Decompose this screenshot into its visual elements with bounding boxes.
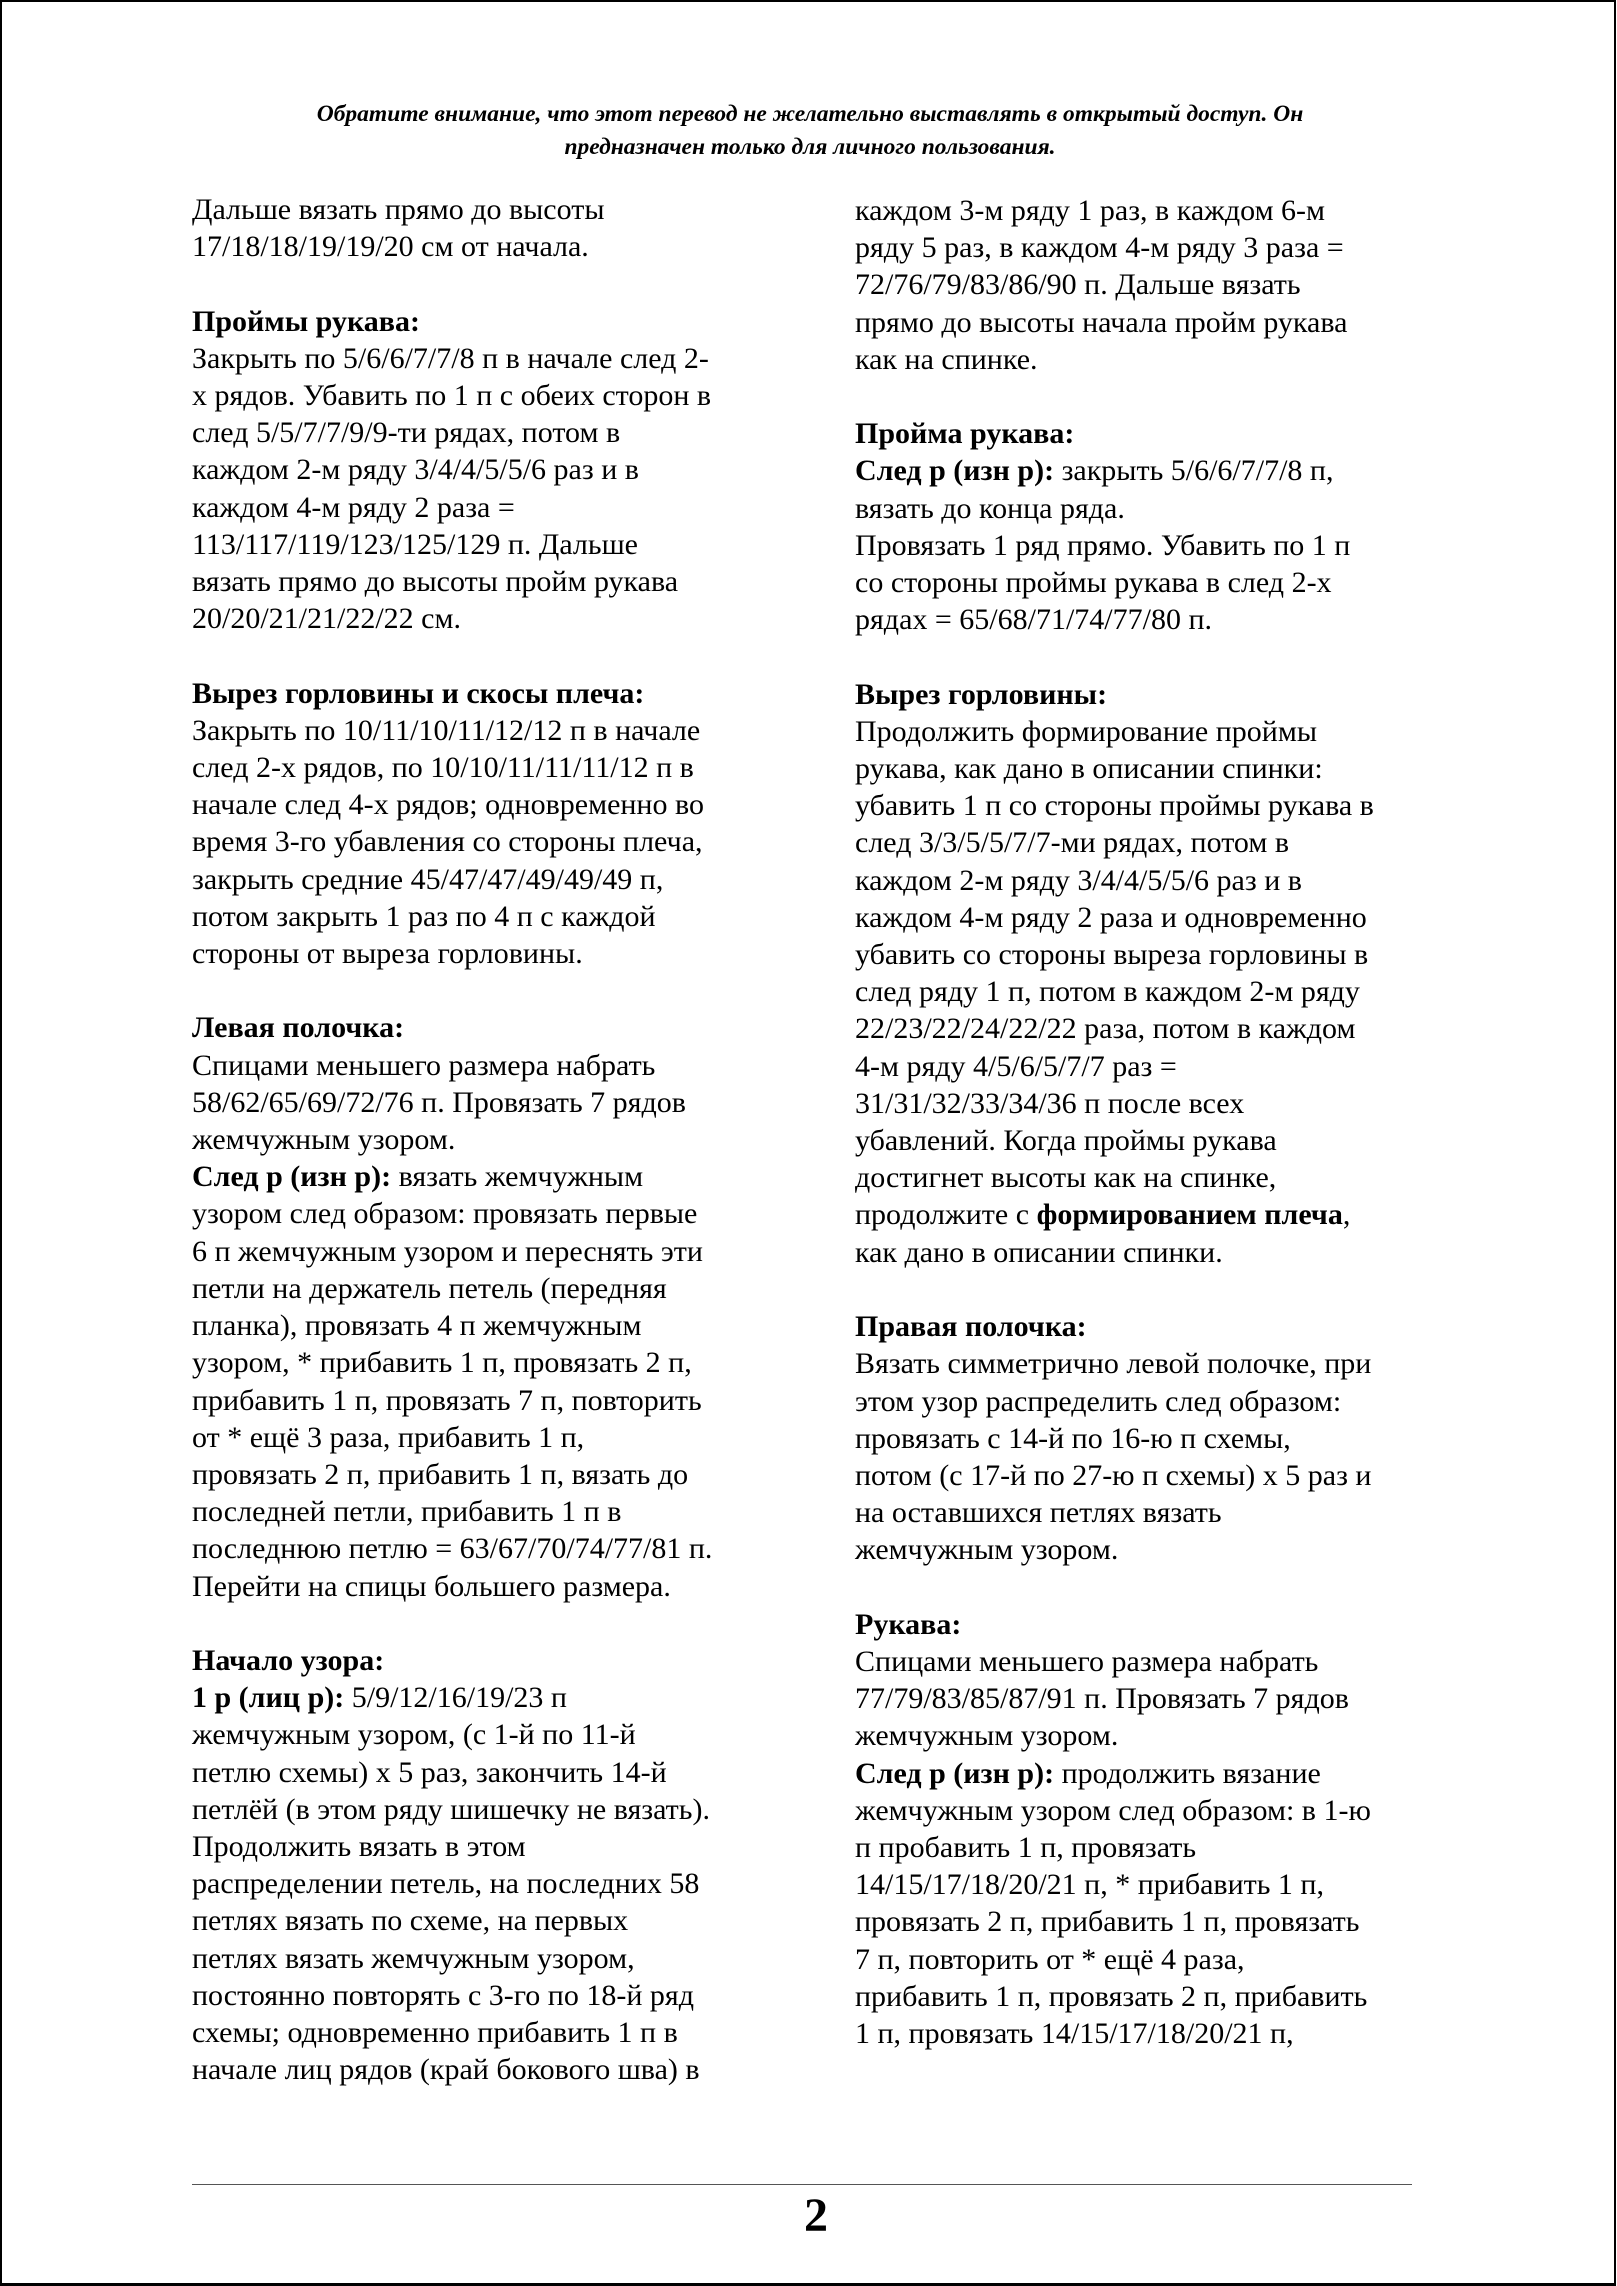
line-text: след 2-х рядов, по 10/10/11/11/11/12 п в [192, 751, 694, 785]
left-text-column [192, 191, 712, 2088]
text-line [855, 1643, 1374, 1680]
section-heading [192, 675, 712, 712]
line-text: потом (с 17-й по 27-ю п схемы) х 5 раз и [855, 1458, 1372, 1492]
text-line [192, 1977, 712, 2014]
text-line [855, 787, 1374, 824]
line-text: 5/9/12/16/19/23 п [344, 1681, 567, 1715]
text-line [192, 377, 712, 414]
text-line [855, 564, 1374, 601]
text-line [855, 341, 1374, 378]
blank-line [855, 1569, 1374, 1606]
text-line [192, 228, 712, 265]
text-line [192, 861, 712, 898]
text-line [192, 1568, 712, 1605]
text-line [855, 1866, 1374, 1903]
line-text: 7 п, повторить от * ещё 4 раза, [855, 1942, 1245, 1976]
text-line [192, 1754, 712, 1791]
line-text: со стороны проймы рукава в след 2-х [855, 566, 1332, 600]
text-line [855, 1159, 1374, 1196]
line-text: стороны от выреза горловины. [192, 937, 583, 971]
text-line [192, 1419, 712, 1456]
line-text: потом закрыть 1 раз по 4 п с каждой [192, 899, 656, 933]
text-line [192, 1865, 712, 1902]
line-text: Закрыть по 10/11/10/11/12/12 п в начале [192, 713, 701, 747]
line-text: прямо до высоты начала пройм рукава [855, 305, 1348, 339]
text-line [855, 1345, 1374, 1382]
text-line [192, 340, 712, 377]
text-line [192, 1940, 712, 1977]
line-text: как на спинке. [855, 342, 1038, 376]
text-line [855, 713, 1374, 750]
line-text: Закрыть по 5/6/6/7/7/8 п в начале след 2- [192, 341, 709, 375]
section-heading-text: Рукава: [855, 1607, 962, 1641]
section-heading [855, 1606, 1374, 1643]
emphasis-text: формированием плеча [1036, 1198, 1343, 1232]
line-text: Дальше вязать прямо до высоты [192, 193, 605, 226]
line-text: 6 п жемчужным узором и переснять эти [192, 1234, 703, 1268]
line-text: Вязать симметрично левой полочке, при [855, 1347, 1372, 1381]
line-text: прибавить 1 п, провязать 7 п, повторить [192, 1383, 702, 1417]
line-text: 72/76/79/83/86/90 п. Дальше вязать [855, 268, 1301, 302]
text-line [192, 451, 712, 488]
blank-line [192, 265, 712, 302]
notice-line-2: предназначен только для личного пользования. [564, 134, 1056, 160]
line-text: 1 п, провязать 14/15/17/18/20/21 п, [855, 2016, 1294, 2050]
line-text: провязать 2 п, прибавить 1 п, вязать до [192, 1457, 689, 1491]
blank-line [855, 1271, 1374, 1308]
text-line [855, 936, 1374, 973]
line-text: ряду 5 раз, в каждом 4-м ряду 3 раза = [855, 231, 1344, 265]
text-line [192, 1791, 712, 1828]
row-label: След р (изн р): [855, 1756, 1055, 1790]
line-text: жемчужным узором. [855, 1533, 1119, 1567]
line-text: жемчужным узором, (с 1-й по 11-й [192, 1718, 636, 1752]
line-text: 17/18/18/19/19/20 см от начала. [192, 230, 589, 264]
text-line [855, 1680, 1374, 1717]
text-line [192, 489, 712, 526]
line-text: вязать жемчужным [391, 1160, 644, 1194]
line-text: продолжите с [855, 1198, 1037, 1232]
text-line [855, 1978, 1374, 2015]
line-text: этом узор распределить след образом: [855, 1384, 1342, 1418]
line-text: последнюю петлю = 63/67/70/74/77/81 п. [192, 1532, 713, 1566]
text-line [855, 1717, 1374, 1754]
line-text: каждом 4-м ряду 2 раза = [192, 490, 515, 524]
section-heading-text: Пройма рукава: [855, 417, 1075, 451]
line-text: 22/23/22/24/22/22 раза, потом в каждом [855, 1012, 1356, 1046]
text-line [192, 1233, 712, 1270]
text-line [855, 192, 1374, 229]
text-line [192, 1456, 712, 1493]
line-text: начале след 4-х рядов; одновременно во [192, 788, 704, 822]
text-line [192, 1121, 712, 1158]
line-text: петли на держатель петель (передняя [192, 1271, 667, 1305]
line-text: вязать прямо до высоты пройм рукава [192, 565, 679, 599]
line-text: убавить 1 п со стороны проймы рукава в [855, 789, 1374, 823]
text-line [855, 824, 1374, 861]
line-text: п пробавить 1 п, провязать [855, 1830, 1197, 1864]
section-heading [192, 1009, 712, 1046]
line-text: продолжить вязание [1054, 1756, 1321, 1790]
line-text: убавить со стороны выреза горловины в [855, 938, 1369, 972]
row-label: След р (изн р): [192, 1160, 392, 1194]
text-line [855, 973, 1374, 1010]
line-text: Спицами меньшего размера набрать [855, 1644, 1319, 1678]
line-text: 14/15/17/18/20/21 п, * прибавить 1 п, [855, 1868, 1324, 1902]
line-text: след ряду 1 п, потом в каждом 2-м ряду [855, 975, 1360, 1009]
line-text: каждом 2-м ряду 3/4/4/5/5/6 раз и в [855, 863, 1302, 897]
text-line [855, 304, 1374, 341]
text-line [855, 266, 1374, 303]
text-line [855, 490, 1374, 527]
text-line [855, 1792, 1374, 1829]
line-text: начале лиц рядов (край бокового шва) в [192, 2053, 700, 2087]
line-text: жемчужным узором след образом: в 1-ю [855, 1793, 1371, 1827]
line-text: Продолжить вязать в этом [192, 1829, 526, 1863]
text-line [192, 2051, 712, 2088]
text-line [192, 1828, 712, 1865]
line-text: 77/79/83/85/87/91 п. Провязать 7 рядов [855, 1682, 1349, 1716]
text-line [192, 712, 712, 749]
text-line [855, 1010, 1374, 1047]
row-label: След р (изн р): [855, 454, 1055, 488]
text-line [192, 1382, 712, 1419]
text-line [855, 1085, 1374, 1122]
text-line [855, 1420, 1374, 1457]
text-line [855, 1122, 1374, 1159]
line-text: жемчужным узором. [855, 1719, 1119, 1753]
text-line [855, 750, 1374, 787]
blank-line [192, 1605, 712, 1642]
line-text: постоянно повторять с 3-го по 18-й ряд [192, 1978, 694, 2012]
section-heading-text: Проймы рукава: [192, 304, 420, 338]
section-heading-text: Вырез горловины и скосы плеча: [192, 676, 645, 710]
notice-line-1: Обратите внимание, что этот перевод не желательно выставлять в открытый доступ. Он [316, 101, 1304, 127]
row-label: 1 р (лиц р): [192, 1681, 345, 1715]
text-line [192, 1493, 712, 1530]
text-line [192, 1047, 712, 1084]
line-text: планка), провязать 4 п жемчужным [192, 1309, 642, 1343]
line-text: узором след образом: провязать первые [192, 1197, 698, 1231]
text-line [855, 229, 1374, 266]
text-line [855, 527, 1374, 564]
line-text: последней петли, прибавить 1 п в [192, 1495, 622, 1529]
line-text: схемы; одновременно прибавить 1 п в [192, 2015, 678, 2049]
text-line [192, 1307, 712, 1344]
text-line [192, 1344, 712, 1381]
section-heading [855, 676, 1374, 713]
section-heading-text: Вырез горловины: [855, 677, 1108, 711]
line-text: 31/31/32/33/34/36 п после всех [855, 1086, 1245, 1120]
text-line [192, 1679, 712, 1716]
line-text: след 3/3/5/5/7/7-ми рядах, потом в [855, 826, 1290, 860]
text-line [855, 1829, 1374, 1866]
line-text: вязать до конца ряда. [855, 491, 1125, 525]
line-text: от * ещё 3 раза, прибавить 1 п, [192, 1420, 585, 1454]
line-text: 58/62/65/69/72/76 п. Провязать 7 рядов [192, 1085, 686, 1119]
line-text: прибавить 1 п, провязать 2 п, прибавить [855, 1979, 1368, 2013]
line-text: Спицами меньшего размера набрать [192, 1048, 656, 1082]
line-text: время 3-го убавления со стороны плеча, [192, 825, 703, 859]
line-text: петлях вязать жемчужным узором, [192, 1941, 635, 1975]
line-text: убавлений. Когда проймы рукава [855, 1124, 1277, 1158]
line-text: , [1342, 1198, 1351, 1232]
line-text: Перейти на спицы большего размера. [192, 1569, 671, 1603]
text-line [855, 1048, 1374, 1085]
text-line [855, 1196, 1374, 1233]
text-line [855, 899, 1374, 936]
text-line [855, 862, 1374, 899]
section-heading [855, 415, 1374, 452]
text-line [192, 1716, 712, 1753]
text-line [192, 526, 712, 563]
text-line [192, 191, 712, 228]
line-text: провязать с 14-й по 16-ю п схемы, [855, 1421, 1291, 1455]
text-line [192, 1195, 712, 1232]
text-line [192, 1902, 712, 1939]
line-text: петлёй (в этом ряду шишечку не вязать). [192, 1792, 710, 1826]
line-text: рядах = 65/68/71/74/77/80 п. [855, 603, 1213, 637]
text-line [855, 452, 1374, 489]
text-line [192, 823, 712, 860]
text-line [855, 2015, 1374, 2052]
text-line [855, 601, 1374, 638]
line-text: Продолжить формирование проймы [855, 714, 1317, 748]
line-text: провязать 2 п, прибавить 1 п, провязать [855, 1905, 1360, 1939]
line-text: каждом 4-м ряду 2 раза и одновременно [855, 900, 1367, 934]
line-text: узором, * прибавить 1 п, провязать 2 п, [192, 1346, 692, 1380]
line-text: след 5/5/7/7/9/9-ти рядах, потом в [192, 416, 621, 450]
page-number: 2 [804, 2189, 828, 2242]
text-line [192, 786, 712, 823]
line-text: на оставшихся петлях вязать [855, 1496, 1222, 1530]
text-line [855, 1531, 1374, 1568]
text-line [192, 935, 712, 972]
line-text: петлю схемы) х 5 раз, закончить 14-й [192, 1755, 667, 1789]
text-line [855, 1494, 1374, 1531]
section-heading-text: Начало узора: [192, 1643, 385, 1677]
text-line [855, 1457, 1374, 1494]
line-text: закрыть 5/6/6/7/7/8 п, [1054, 454, 1334, 488]
text-line [192, 563, 712, 600]
line-text: петлях вязать по схеме, на первых [192, 1904, 629, 1938]
text-line [192, 1084, 712, 1121]
right-text-column [855, 192, 1374, 2052]
line-text: 113/117/119/123/125/129 п. Дальше [192, 527, 639, 561]
section-heading [192, 1642, 712, 1679]
section-heading [855, 1308, 1374, 1345]
line-text: рукава, как дано в описании спинки: [855, 752, 1323, 786]
text-line [192, 1158, 712, 1195]
text-line [192, 1270, 712, 1307]
line-text: каждом 3-м ряду 1 раз, в каждом 6-м [855, 194, 1326, 227]
line-text: жемчужным узором. [192, 1123, 456, 1157]
line-text: достигнет высоты как на спинке, [855, 1161, 1277, 1195]
text-line [855, 1755, 1374, 1792]
section-heading [192, 303, 712, 340]
blank-line [192, 637, 712, 674]
text-line [192, 1530, 712, 1567]
text-line [192, 600, 712, 637]
text-line [855, 1941, 1374, 1978]
blank-line [192, 972, 712, 1009]
blank-line [855, 638, 1374, 675]
privacy-notice [180, 98, 1440, 164]
blank-line [855, 378, 1374, 415]
text-line [855, 1903, 1374, 1940]
section-heading-text: Левая полочка: [192, 1011, 405, 1045]
text-line [192, 898, 712, 935]
line-text: распределении петель, на последних 58 [192, 1867, 700, 1901]
footer-divider [192, 2184, 1412, 2185]
text-line [855, 1234, 1374, 1271]
line-text: 4-м ряду 4/5/6/5/7/7 раз = [855, 1049, 1177, 1083]
text-line [192, 749, 712, 786]
line-text: каждом 2-м ряду 3/4/4/5/5/6 раз и в [192, 453, 639, 487]
line-text: Провязать 1 ряд прямо. Убавить по 1 п [855, 528, 1351, 562]
line-text: как дано в описании спинки. [855, 1235, 1223, 1269]
text-line [192, 414, 712, 451]
line-text: х рядов. Убавить по 1 п с обеих сторон в [192, 379, 712, 413]
line-text: 20/20/21/21/22/22 см. [192, 602, 461, 636]
line-text: закрыть средние 45/47/47/49/49/49 п, [192, 862, 664, 896]
text-line [855, 1383, 1374, 1420]
text-line [192, 2014, 712, 2051]
section-heading-text: Правая полочка: [855, 1310, 1087, 1344]
